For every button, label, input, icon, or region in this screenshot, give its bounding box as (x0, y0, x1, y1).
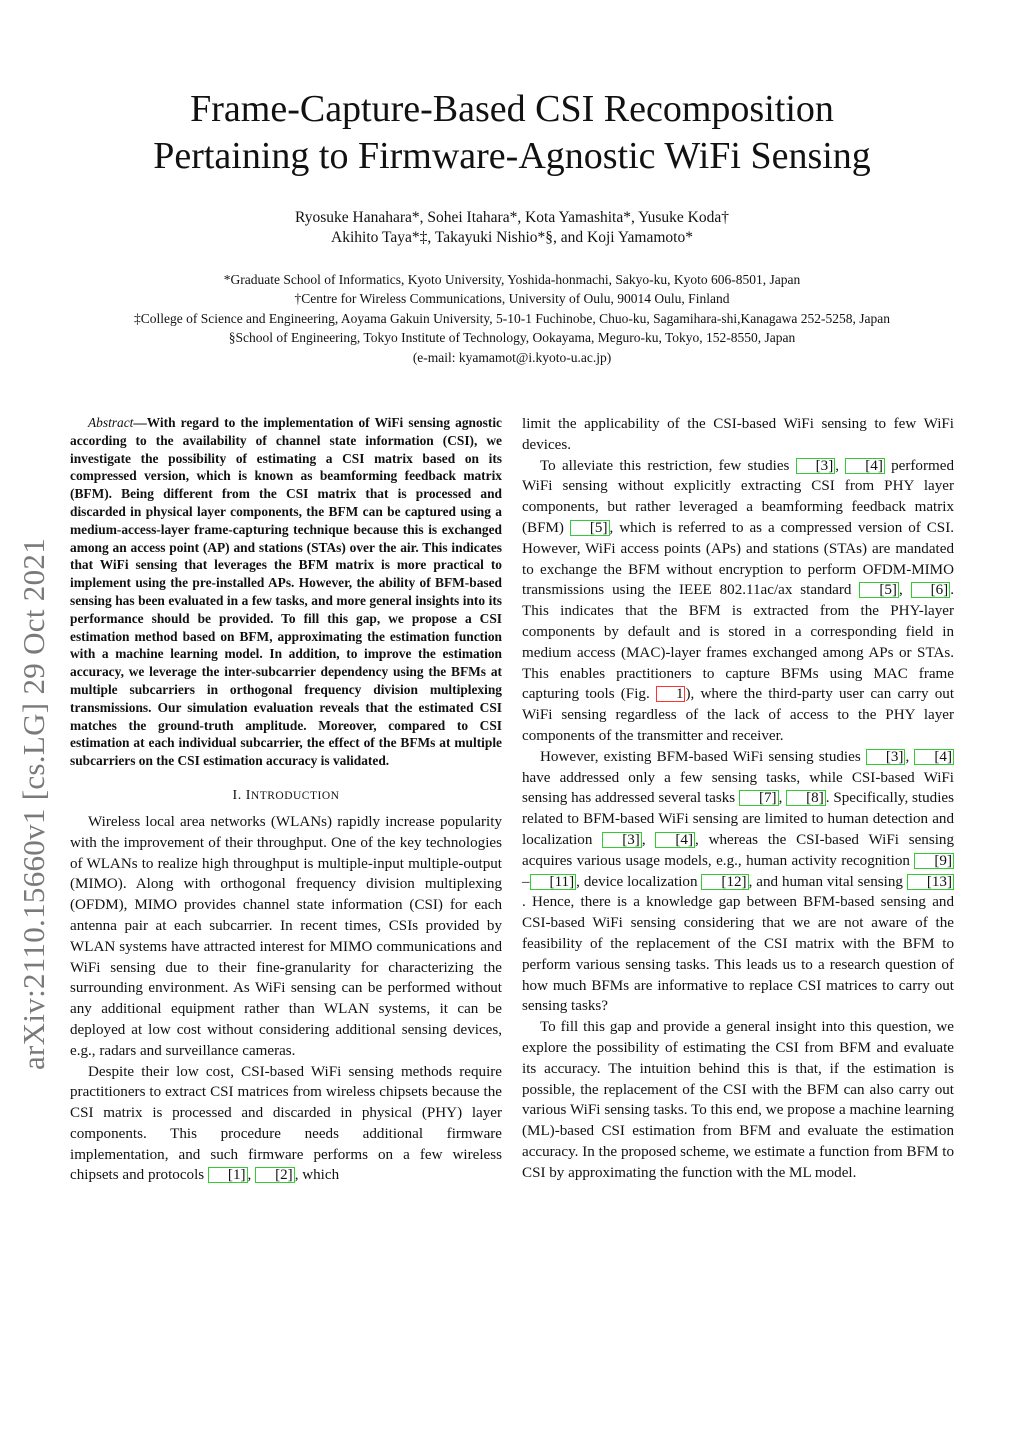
abstract-body: —With regard to the implementation of WiFi sensing agnostic according to the availability of channel state information (CSI), we investigate the possibility of estimating a CSI matrix based on its compressed version, which is known as beamforming feedback matrix (BFM). Being different from the CSI matrix that is processed and discarded in physical layer components, the BFM can be captured using a medium-access-layer frame-capturing technique because this is exchanged among an access point (AP) and stations (STAs) over the air. This indicates that WiFi sensing that leverages the BFM matrix is more practical to implement using the pre-installed APs. However, the ability of BFM-based sensing has been evaluated in a few tasks, and more general insights into its performance should be provided. To fill this gap, we propose a CSI estimation method based on BFM, approximating the estimation function with a machine learning model. In addition, to improve the estimation accuracy, we leverage the inter-subcarrier dependency using the BFMs at multiple subcarriers in orthogonal frequency division multiplexing transmissions. Our simulation evaluation reveals that the estimated CSI matches the ground-truth amplitude. Moreover, compared to CSI estimation at each individual subcarrier, the effect of the BFMs at multiple subcarriers on the CSI estimation accuracy is validated. (70, 415, 502, 769)
intro-paragraph-4: However, existing BFM-based WiFi sensing studies [3] , [4] have addressed only a few sensing tasks, while CSI-based WiFi sensing has addressed several tasks [7] , [8] . Specifically, studies related to BFM-based WiFi sensing are limited to human detection and localization [3] , [4] , whereas the CSI-based WiFi sensing acquires various usage models, e.g., human activity recognition [9]– [11] , device localization [12] , and human vital sensing [13]. Hence, there is a knowledge gap between BFM-based sensing and CSI-based WiFi sensing considering that we are not aware of the feasibility of the replacement of the CSI matrix with the BFM to perform various sensing tasks. This leads us to a research question of how much BFMs are informative to replace CSI matrices to carry out sensing tasks? (522, 748, 954, 1015)
affiliation-tokyo-tech: §School of Engineering, Tokyo Institute of Technology, Ookayama, Meguro-ku, Tokyo, 152-8550, Japan (228, 330, 796, 346)
right-column (522, 414, 954, 1183)
citation-link[interactable]: [5] (859, 582, 899, 598)
citation-link[interactable]: [12] (701, 874, 748, 890)
citation-link[interactable]: [11] (530, 874, 577, 890)
authors-line-1: Ryosuke Hanahara*, Sohei Itahara*, Kota Yamashita*, Yusuke Koda† (295, 209, 729, 226)
intro-paragraph-5: To fill this gap and provide a general insight into this question, we explore the possibility of estimating the CSI from BFM and evaluate its accuracy. The intuition behind this is that, if the estimation is possible, the replacement of the CSI with the BFM can also carry out various WiFi sensing tasks. To this end, we propose a machine learning (ML)-based CSI estimation from BFM and evaluate the estimation accuracy. In the proposed scheme, we estimate a function from BFM to CSI by approximating the function with the ML model. (522, 1019, 954, 1181)
abstract-label: Abstract (88, 415, 134, 430)
section-heading-introduction: I. INTRODUCTION (232, 787, 340, 803)
citation-link[interactable]: [4] (655, 832, 695, 848)
citation-link[interactable]: [1] (208, 1167, 248, 1183)
author-list (60, 208, 964, 248)
citation-link[interactable]: [5] (570, 520, 610, 536)
title-line-2: Pertaining to Firmware-Agnostic WiFi Sensing (153, 135, 871, 177)
affiliation-aoyama: ‡College of Science and Engineering, Aoyama Gakuin University, 5-10-1 Fuchinobe, Chuo-ku, Sagamihara-shi,Kanagawa 252-5258, Japan (133, 310, 891, 326)
citation-link[interactable]: [13] (907, 874, 954, 890)
intro-paragraph-3: To alleviate this restriction, few studies [3] , [4] performed WiFi sensing without explicitly extracting CSI from PHY layer components, but rather leveraged a beamforming feedback matrix (BFM) [5] , which is referred to as a compressed version of CSI. However, WiFi access points (APs) and stations (STAs) are mandated to exchange the BFM without encryption to perform OFDM-MIMO transmissions using the IEEE 802.11ac/ax standard [5] , [6] . This indicates that the BFM is extracted from the PHY-layer components by default and is stored in a corresponding field in medium access (MAC)-layer frames exchanged among APs or STAs. This enables practitioners to capture BFMs using MAC frame capturing tools (Fig. 1 ), where the third-party user can carry out WiFi sensing regardless of the lack of access to the PHY layer components of the transmitter and receiver. (522, 457, 955, 744)
citation-link[interactable]: [2] (255, 1167, 295, 1183)
citation-link[interactable]: [3] (866, 749, 906, 765)
citation-link[interactable]: [3] (796, 458, 836, 474)
title-line-1: Frame-Capture-Based CSI Recomposition (190, 88, 834, 130)
abstract (70, 414, 502, 770)
citation-link[interactable]: [6] (911, 582, 951, 598)
citation-link[interactable]: [8] (786, 790, 826, 806)
intro-paragraph-2: Despite their low cost, CSI-based WiFi sensing methods require practitioners to extract CSI matrices from wireless chipsets because the CSI matrix is processed and discarded in physical (PHY) layer components. This procedure needs additional firmware implementation, and such firmware performs on a few wireless chipsets and protocols [1] , [2] , which (70, 1063, 502, 1184)
authors-line-2: Akihito Taya*‡, Takayuki Nishio*§, and Koji Yamamoto* (331, 229, 693, 246)
affiliation-oulu: †Centre for Wireless Communications, University of Oulu, 90014 Oulu, Finland (294, 291, 730, 307)
affiliations (40, 270, 984, 367)
citation-link[interactable]: [4] (845, 458, 885, 474)
citation-link[interactable]: [7] (739, 790, 779, 806)
figure-link[interactable]: 1 (656, 686, 686, 702)
intro-paragraph-1: Wireless local area networks (WLANs) rapidly increase popularity with the improvement of their throughput. One of the key technologies of WLANs to realize high throughput is multiple-input multiple-output (MIMO). Along with orthogonal frequency division multiplexing (OFDM), MIMO provides channel state information (CSI) for each antenna pair at each subcarrier. In recent times, CSIs provided by WLAN systems have attracted interest for MIMO communications and WiFi sensing due to their fine-granularity for characterizing the surrounding environment. As WiFi sensing can be performed without any additional equipment rather than WLAN systems, it can be deployed at low cost without considering additional sensing devices, e.g., radars and surveillance cameras. (70, 813, 502, 1059)
citation-link[interactable]: [9] (914, 853, 954, 869)
intro-paragraph-2-continued: limit the applicability of the CSI-based WiFi sensing to few WiFi devices. (522, 416, 954, 453)
citation-link[interactable]: [3] (602, 832, 642, 848)
left-column (70, 414, 502, 1186)
citation-link[interactable]: [4] (914, 749, 954, 765)
arxiv-identifier: arXiv:2110.15660v1 [cs.LG] 29 Oct 2021 (16, 538, 51, 1070)
affiliation-kyoto: *Graduate School of Informatics, Kyoto University, Yoshida-honmachi, Sakyo-ku, Kyoto 606-8501, Japan (223, 272, 801, 287)
contact-email: (e-mail: kyamamot@i.kyoto-u.ac.jp) (412, 349, 612, 365)
paper-title (60, 86, 964, 180)
